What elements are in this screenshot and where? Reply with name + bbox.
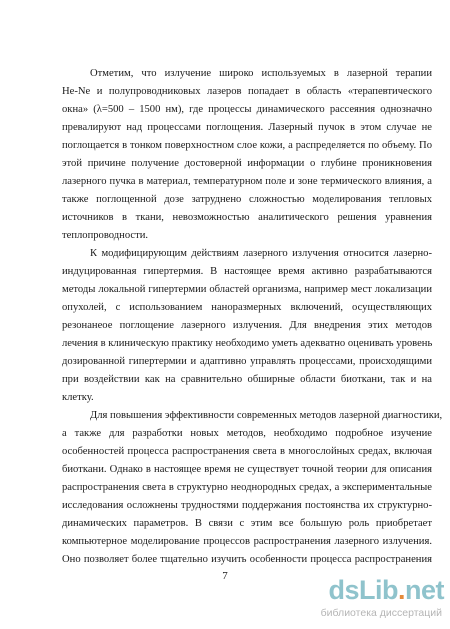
text-line: биоткани. Однако в настоящее время не существует точной теории для описания <box>62 464 432 475</box>
text-line: источников в ткани, невозможностью аналитического решения уравнения <box>62 212 432 223</box>
text-line: распространения света в структурно неоднородных средах, а экспериментальные <box>62 482 432 493</box>
text-line: методы локальной гипертермии областей организма, например мест локализации <box>62 284 432 295</box>
text-line: при воздействии как на сравнительно обширные области биоткани, так и на <box>62 374 432 385</box>
text-line: опухолей, с использованием наноразмерных включений, осуществляющих <box>62 302 432 313</box>
text-line: Отметим, что излучение широко используемых в лазерной терапии <box>90 68 432 79</box>
text-line: дозированной гипертермии и адаптивно управлять процессами, происходящими <box>62 356 432 367</box>
text-line: окна» (λ=500 – 1500 нм), где процессы динамического рассеяния однозначно <box>62 104 432 115</box>
text-line: поглощается в тонком поверхностном слое кожи, а распределяется по объему. По <box>62 140 432 151</box>
text-line: этой причине получение достоверной информации о глубине проникновения <box>62 158 432 169</box>
text-line: теплопроводности. <box>62 230 149 241</box>
text-line: лазерного пучка в материал, температурном поле и зоне термического влияния, а <box>62 176 432 187</box>
page-number: 7 <box>222 570 228 582</box>
text-line: динамических параметров. В связи с этим все большую роль приобретает <box>62 518 432 529</box>
text-line: клетку. <box>62 392 94 403</box>
text-line: превалируют над процессами поглощения. Лазерный пучок в этом случае не <box>62 122 432 133</box>
text-line: Для повышения эффективности современных методов лазерной диагностики, <box>90 410 443 421</box>
text-line: исследования осложнены трудностями поддержания постоянства их структурно- <box>62 500 432 511</box>
text-line: резонанеое поглощение лазерного излучения. Для внедрения этих методов <box>62 320 432 331</box>
text-line: Оно позволяет более тщательно изучить особенности процесса распространения <box>62 554 432 565</box>
logo-wordmark: dsLib.net <box>328 575 444 605</box>
logo-subtitle: библиотека диссертаций <box>320 607 442 619</box>
text-line: а также для разработки новых методов, необходимо подробное изучение <box>62 428 432 439</box>
text-line: компьютерное моделирование процессов распространения лазерного излучения. <box>62 536 432 547</box>
text-line: лечения в клиническую практику необходимо уметь адекватно оценивать уровень <box>62 338 433 349</box>
text-line: He-Ne и полупроводниковых лазеров попадает в область «терапевтического <box>62 86 432 97</box>
text-line: К модифицирующим действиям лазерного излучения относится лазерно- <box>90 248 432 259</box>
text-line: также поглощенной дозе затруднено сложностью моделирования тепловых <box>62 194 432 205</box>
text-line: особенностей процесса распространения света в многослойных средах, включая <box>62 446 432 457</box>
text-line: индуцированная гипертермия. В настоящее время активно разрабатываются <box>62 266 432 277</box>
dslib-watermark-logo <box>320 575 448 625</box>
